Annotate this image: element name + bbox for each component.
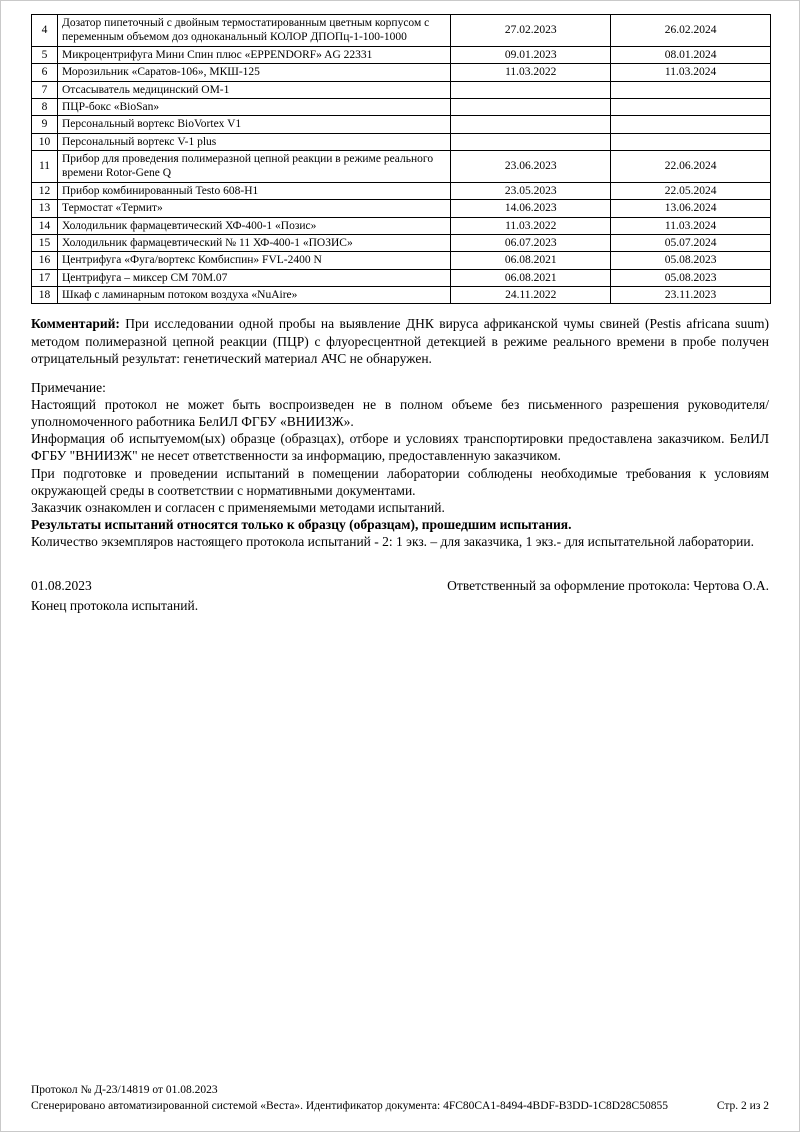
valid-until-date-cell bbox=[611, 133, 771, 150]
equipment-name-cell: Шкаф с ламинарным потоком воздуха «NuAire» bbox=[57, 287, 450, 304]
responsible-person: Ответственный за оформление протокола: Чертова О.А. bbox=[447, 578, 769, 594]
note-line-4: Заказчик ознакомлен и согласен с применяемыми методами испытаний. bbox=[31, 499, 445, 515]
table-row bbox=[32, 64, 771, 81]
verification-date-cell bbox=[451, 98, 611, 115]
table-row bbox=[32, 81, 771, 98]
row-number-cell: 8 bbox=[32, 98, 58, 115]
valid-until-date-cell: 08.01.2024 bbox=[611, 46, 771, 63]
valid-until-date-cell: 13.06.2024 bbox=[611, 200, 771, 217]
equipment-name-cell: Центрифуга «Фуга/вортекс Комбиспин» FVL-2400 N bbox=[57, 252, 450, 269]
valid-until-date-cell bbox=[611, 98, 771, 115]
row-number-cell: 15 bbox=[32, 234, 58, 251]
row-number-cell: 6 bbox=[32, 64, 58, 81]
table-row bbox=[32, 217, 771, 234]
row-number-cell: 9 bbox=[32, 116, 58, 133]
verification-date-cell: 23.06.2023 bbox=[451, 151, 611, 183]
valid-until-date-cell: 22.06.2024 bbox=[611, 151, 771, 183]
row-number-cell: 11 bbox=[32, 151, 58, 183]
row-number-cell: 7 bbox=[32, 81, 58, 98]
equipment-name-cell: Центрифуга – миксер СМ 70М.07 bbox=[57, 269, 450, 286]
verification-date-cell bbox=[451, 116, 611, 133]
equipment-name-cell: Холодильник фармацевтический ХФ-400-1 «Позис» bbox=[57, 217, 450, 234]
note-line-2: Информация об испытуемом(ых) образце (образцах), отборе и условиях транспортировки предоставлена заказчиком. БелИЛ ФГБУ "ВНИИЗЖ" не несет ответственности за информацию, предоставленную заказчиком. bbox=[31, 431, 769, 464]
row-number-cell: 17 bbox=[32, 269, 58, 286]
verification-date-cell: 11.03.2022 bbox=[451, 64, 611, 81]
row-number-cell: 10 bbox=[32, 133, 58, 150]
valid-until-date-cell: 23.11.2023 bbox=[611, 287, 771, 304]
verification-date-cell: 14.06.2023 bbox=[451, 200, 611, 217]
valid-until-date-cell bbox=[611, 81, 771, 98]
valid-until-date-cell: 05.08.2023 bbox=[611, 269, 771, 286]
footer-second-row bbox=[31, 1098, 769, 1115]
signature-row bbox=[31, 578, 769, 594]
verification-date-cell: 27.02.2023 bbox=[451, 15, 611, 47]
table-row bbox=[32, 151, 771, 183]
equipment-name-cell: ПЦР-бокс «BioSan» bbox=[57, 98, 450, 115]
valid-until-date-cell: 26.02.2024 bbox=[611, 15, 771, 47]
footer-generated-by: Сгенерировано автоматизированной системой «Веста». Идентификатор документа: 4FC80CA1-8494-4BDF-B3DD-1C8D28C50855 bbox=[31, 1100, 668, 1113]
table-row bbox=[32, 133, 771, 150]
valid-until-date-cell: 05.08.2023 bbox=[611, 252, 771, 269]
verification-date-cell: 06.08.2021 bbox=[451, 252, 611, 269]
note-line-3: При подготовке и проведении испытаний в помещении лаборатории соблюдены необходимые требования к условиям окружающей среды в соответствии с нормативными документами. bbox=[31, 465, 769, 498]
verification-date-cell: 06.08.2021 bbox=[451, 269, 611, 286]
valid-until-date-cell: 22.05.2024 bbox=[611, 182, 771, 199]
valid-until-date-cell: 11.03.2024 bbox=[611, 217, 771, 234]
equipment-name-cell: Микроцентрифуга Мини Спин плюс «EPPENDORF» AG 22331 bbox=[57, 46, 450, 63]
verification-date-cell bbox=[451, 81, 611, 98]
equipment-name-cell: Персональный вортекс V-1 plus bbox=[57, 133, 450, 150]
equipment-name-cell: Холодильник фармацевтический № 11 ХФ-400-1 «ПОЗИС» bbox=[57, 234, 450, 251]
footer-protocol-number: Протокол № Д-23/14819 от 01.08.2023 bbox=[31, 1083, 218, 1096]
table-row bbox=[32, 46, 771, 63]
notes-heading: Примечание: bbox=[31, 379, 106, 395]
equipment-name-cell: Прибор комбинированный Testo 608-Н1 bbox=[57, 182, 450, 199]
verification-date-cell: 06.07.2023 bbox=[451, 234, 611, 251]
row-number-cell: 13 bbox=[32, 200, 58, 217]
verification-date-cell: 11.03.2022 bbox=[451, 217, 611, 234]
equipment-name-cell: Морозильник «Саратов-106», МКШ-125 bbox=[57, 64, 450, 81]
row-number-cell: 4 bbox=[32, 15, 58, 47]
comment-text: При исследовании одной пробы на выявление ДНК вируса африканской чумы свиней (Pestis africana suum) методом полимеразной цепной реакции (ПЦР) с флуоресцентной детекцией в режиме реального времени в пробе получен отрицательный результат: генетический материал АЧС не обнаружен. bbox=[31, 316, 769, 366]
table-row bbox=[32, 200, 771, 217]
equipment-table bbox=[31, 14, 771, 304]
equipment-name-cell: Термостат «Термит» bbox=[57, 200, 450, 217]
row-number-cell: 5 bbox=[32, 46, 58, 63]
valid-until-date-cell: 05.07.2024 bbox=[611, 234, 771, 251]
valid-until-date-cell bbox=[611, 116, 771, 133]
row-number-cell: 14 bbox=[32, 217, 58, 234]
equipment-name-cell: Отсасыватель медицинский ОМ-1 bbox=[57, 81, 450, 98]
table-row bbox=[32, 116, 771, 133]
equipment-name-cell: Прибор для проведения полимеразной цепной реакции в режиме реального времени Rotor-Gene Q bbox=[57, 151, 450, 183]
table-row bbox=[32, 234, 771, 251]
comment-paragraph bbox=[31, 315, 769, 366]
protocol-date: 01.08.2023 bbox=[31, 578, 92, 594]
table-row bbox=[32, 269, 771, 286]
table-row bbox=[32, 252, 771, 269]
note-line-1: Настоящий протокол не может быть воспроизведен не в полном объеме без письменного разрешения руководителя/уполномоченного работника БелИЛ ФГБУ «ВНИИЗЖ». bbox=[31, 396, 769, 430]
note-line-results: Результаты испытаний относятся только к образцу (образцам), прошедшим испытания. bbox=[31, 516, 572, 532]
table-row bbox=[32, 15, 771, 47]
equipment-table-body bbox=[32, 15, 771, 304]
table-row bbox=[32, 98, 771, 115]
valid-until-date-cell: 11.03.2024 bbox=[611, 64, 771, 81]
verification-date-cell bbox=[451, 133, 611, 150]
table-row bbox=[32, 287, 771, 304]
verification-date-cell: 23.05.2023 bbox=[451, 182, 611, 199]
page-footer bbox=[31, 1082, 769, 1115]
verification-date-cell: 24.11.2022 bbox=[451, 287, 611, 304]
row-number-cell: 12 bbox=[32, 182, 58, 199]
note-line-copies: Количество экземпляров настоящего протокола испытаний - 2: 1 экз. – для заказчика, 1 экз.- для испытательной лаборатории. bbox=[31, 534, 754, 550]
comment-label: Комментарий: bbox=[31, 316, 120, 332]
equipment-name-cell: Дозатор пипеточный с двойным термостатированным цветным корпусом с переменным объемом доз одноканальный КОЛОР ДПОПц-1-100-1000 bbox=[57, 15, 450, 47]
verification-date-cell: 09.01.2023 bbox=[451, 46, 611, 63]
end-of-protocol: Конец протокола испытаний. bbox=[31, 598, 199, 614]
row-number-cell: 16 bbox=[32, 252, 58, 269]
table-row bbox=[32, 182, 771, 199]
equipment-name-cell: Персональный вортекс BioVortex V1 bbox=[57, 116, 450, 133]
footer-page-number: Стр. 2 из 2 bbox=[716, 1100, 769, 1113]
row-number-cell: 18 bbox=[32, 287, 58, 304]
